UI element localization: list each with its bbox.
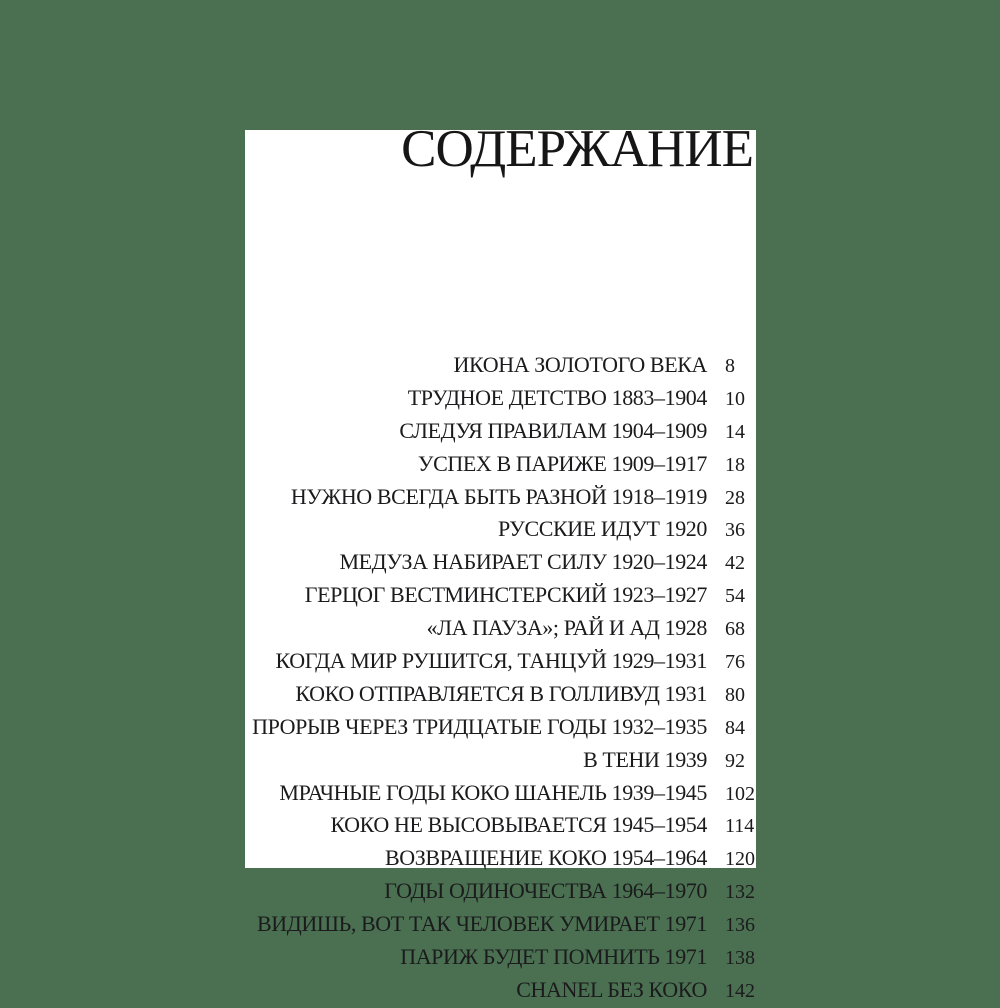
toc-entry-row [245, 448, 756, 481]
toc-entry-label: СЛЕДУЯ ПРАВИЛАМ 1904–1909 [399, 417, 707, 443]
toc-entry-row [245, 415, 756, 448]
toc-entry-page-number: 36 [725, 519, 745, 542]
toc-entry-page-number: 114 [725, 815, 755, 838]
toc-entry-label: ГОДЫ ОДИНОЧЕСТВА 1964–1970 [384, 878, 707, 904]
toc-entry-page-number: 136 [725, 914, 755, 937]
toc-entry-row [245, 875, 756, 908]
toc-entry-label: ВОЗВРАЩЕНИЕ КОКО 1954–1964 [384, 845, 707, 871]
toc-entry-page-number: 8 [725, 355, 735, 377]
toc-entry-page-number: 18 [725, 453, 745, 476]
toc-entry-label: ТРУДНОЕ ДЕТСТВО 1883–1904 [407, 384, 707, 410]
toc-entry-page-number: 76 [725, 651, 745, 674]
toc-entry-label: РУССКИЕ ИДУТ 1920 [498, 516, 707, 542]
toc-entry-page-number: 68 [725, 618, 745, 641]
toc-entry-row [245, 842, 756, 875]
toc-entry-label: «ЛА ПАУЗА»; РАЙ И АД 1928 [426, 615, 707, 641]
toc-entry-row [245, 908, 756, 941]
toc-entry-page-number: 92 [725, 749, 745, 772]
toc-list [245, 349, 756, 1007]
toc-entry-page-number: 28 [725, 486, 745, 509]
toc-entry-row [245, 744, 756, 777]
toc-entry-row [245, 579, 756, 612]
toc-entry-label: МРАЧНЫЕ ГОДЫ КОКО ШАНЕЛЬ 1939–1945 [279, 779, 707, 805]
toc-entry-row [245, 382, 756, 415]
toc-entry-label: МЕДУЗА НАБИРАЕТ СИЛУ 1920–1924 [339, 549, 707, 575]
toc-entry-row [245, 941, 756, 974]
toc-entry-label: ГЕРЦОГ ВЕСТМИНСТЕРСКИЙ 1923–1927 [304, 582, 707, 608]
toc-entry-row [245, 711, 756, 744]
toc-entry-label: ВИДИШЬ, ВОТ ТАК ЧЕЛОВЕК УМИРАЕТ 1971 [256, 911, 707, 937]
toc-entry-label: КОКО НЕ ВЫСОВЫВАЕТСЯ 1945–1954 [330, 812, 707, 838]
toc-entry-label: ИКОНА ЗОЛОТОГО ВЕКА [453, 352, 707, 377]
toc-title: СОДЕРЖАНИЕ [401, 120, 753, 178]
book-page [245, 120, 756, 1002]
toc-entry-row [245, 513, 756, 546]
toc-entry-page-number: 14 [725, 420, 745, 443]
toc-entry-row [245, 612, 756, 645]
toc-entry-row [245, 809, 756, 842]
toc-entry-page-number: 102 [725, 782, 755, 805]
toc-entry-page-number: 142 [725, 979, 755, 1002]
toc-entry-page-number: 80 [725, 683, 745, 706]
toc-entry-label: КОКО ОТПРАВЛЯЕТСЯ В ГОЛЛИВУД 1931 [295, 680, 707, 706]
toc-entry-page-number: 84 [725, 716, 745, 739]
toc-entry-label: КОГДА МИР РУШИТСЯ, ТАНЦУЙ 1929–1931 [275, 648, 707, 674]
toc-entry-label: ПРОРЫВ ЧЕРЕЗ ТРИДЦАТЫЕ ГОДЫ 1932–1935 [252, 713, 707, 739]
toc-entry-row [245, 645, 756, 678]
toc-entry-row [245, 546, 756, 579]
toc-entry-row [245, 481, 756, 514]
toc-entry-row [245, 678, 756, 711]
toc-entry-label: НУЖНО ВСЕГДА БЫТЬ РАЗНОЙ 1918–1919 [290, 483, 707, 509]
toc-entry-row [245, 974, 756, 1007]
toc-entry-label: В ТЕНИ 1939 [583, 746, 707, 772]
toc-entry-page-number: 138 [725, 947, 755, 970]
toc-entry-page-number: 120 [725, 848, 755, 871]
toc-entry-page-number: 10 [725, 387, 745, 410]
toc-entry-row [245, 349, 756, 382]
toc-entry-page-number: 132 [725, 881, 755, 904]
toc-entry-label: ПАРИЖ БУДЕТ ПОМНИТЬ 1971 [400, 944, 707, 970]
toc-entry-row [245, 777, 756, 810]
toc-entry-label: УСПЕХ В ПАРИЖЕ 1909–1917 [417, 450, 707, 476]
toc-entry-page-number: 42 [725, 552, 745, 575]
toc-entry-label: CHANEL БЕЗ КОКО [516, 976, 707, 1002]
toc-entry-page-number: 54 [725, 585, 745, 608]
